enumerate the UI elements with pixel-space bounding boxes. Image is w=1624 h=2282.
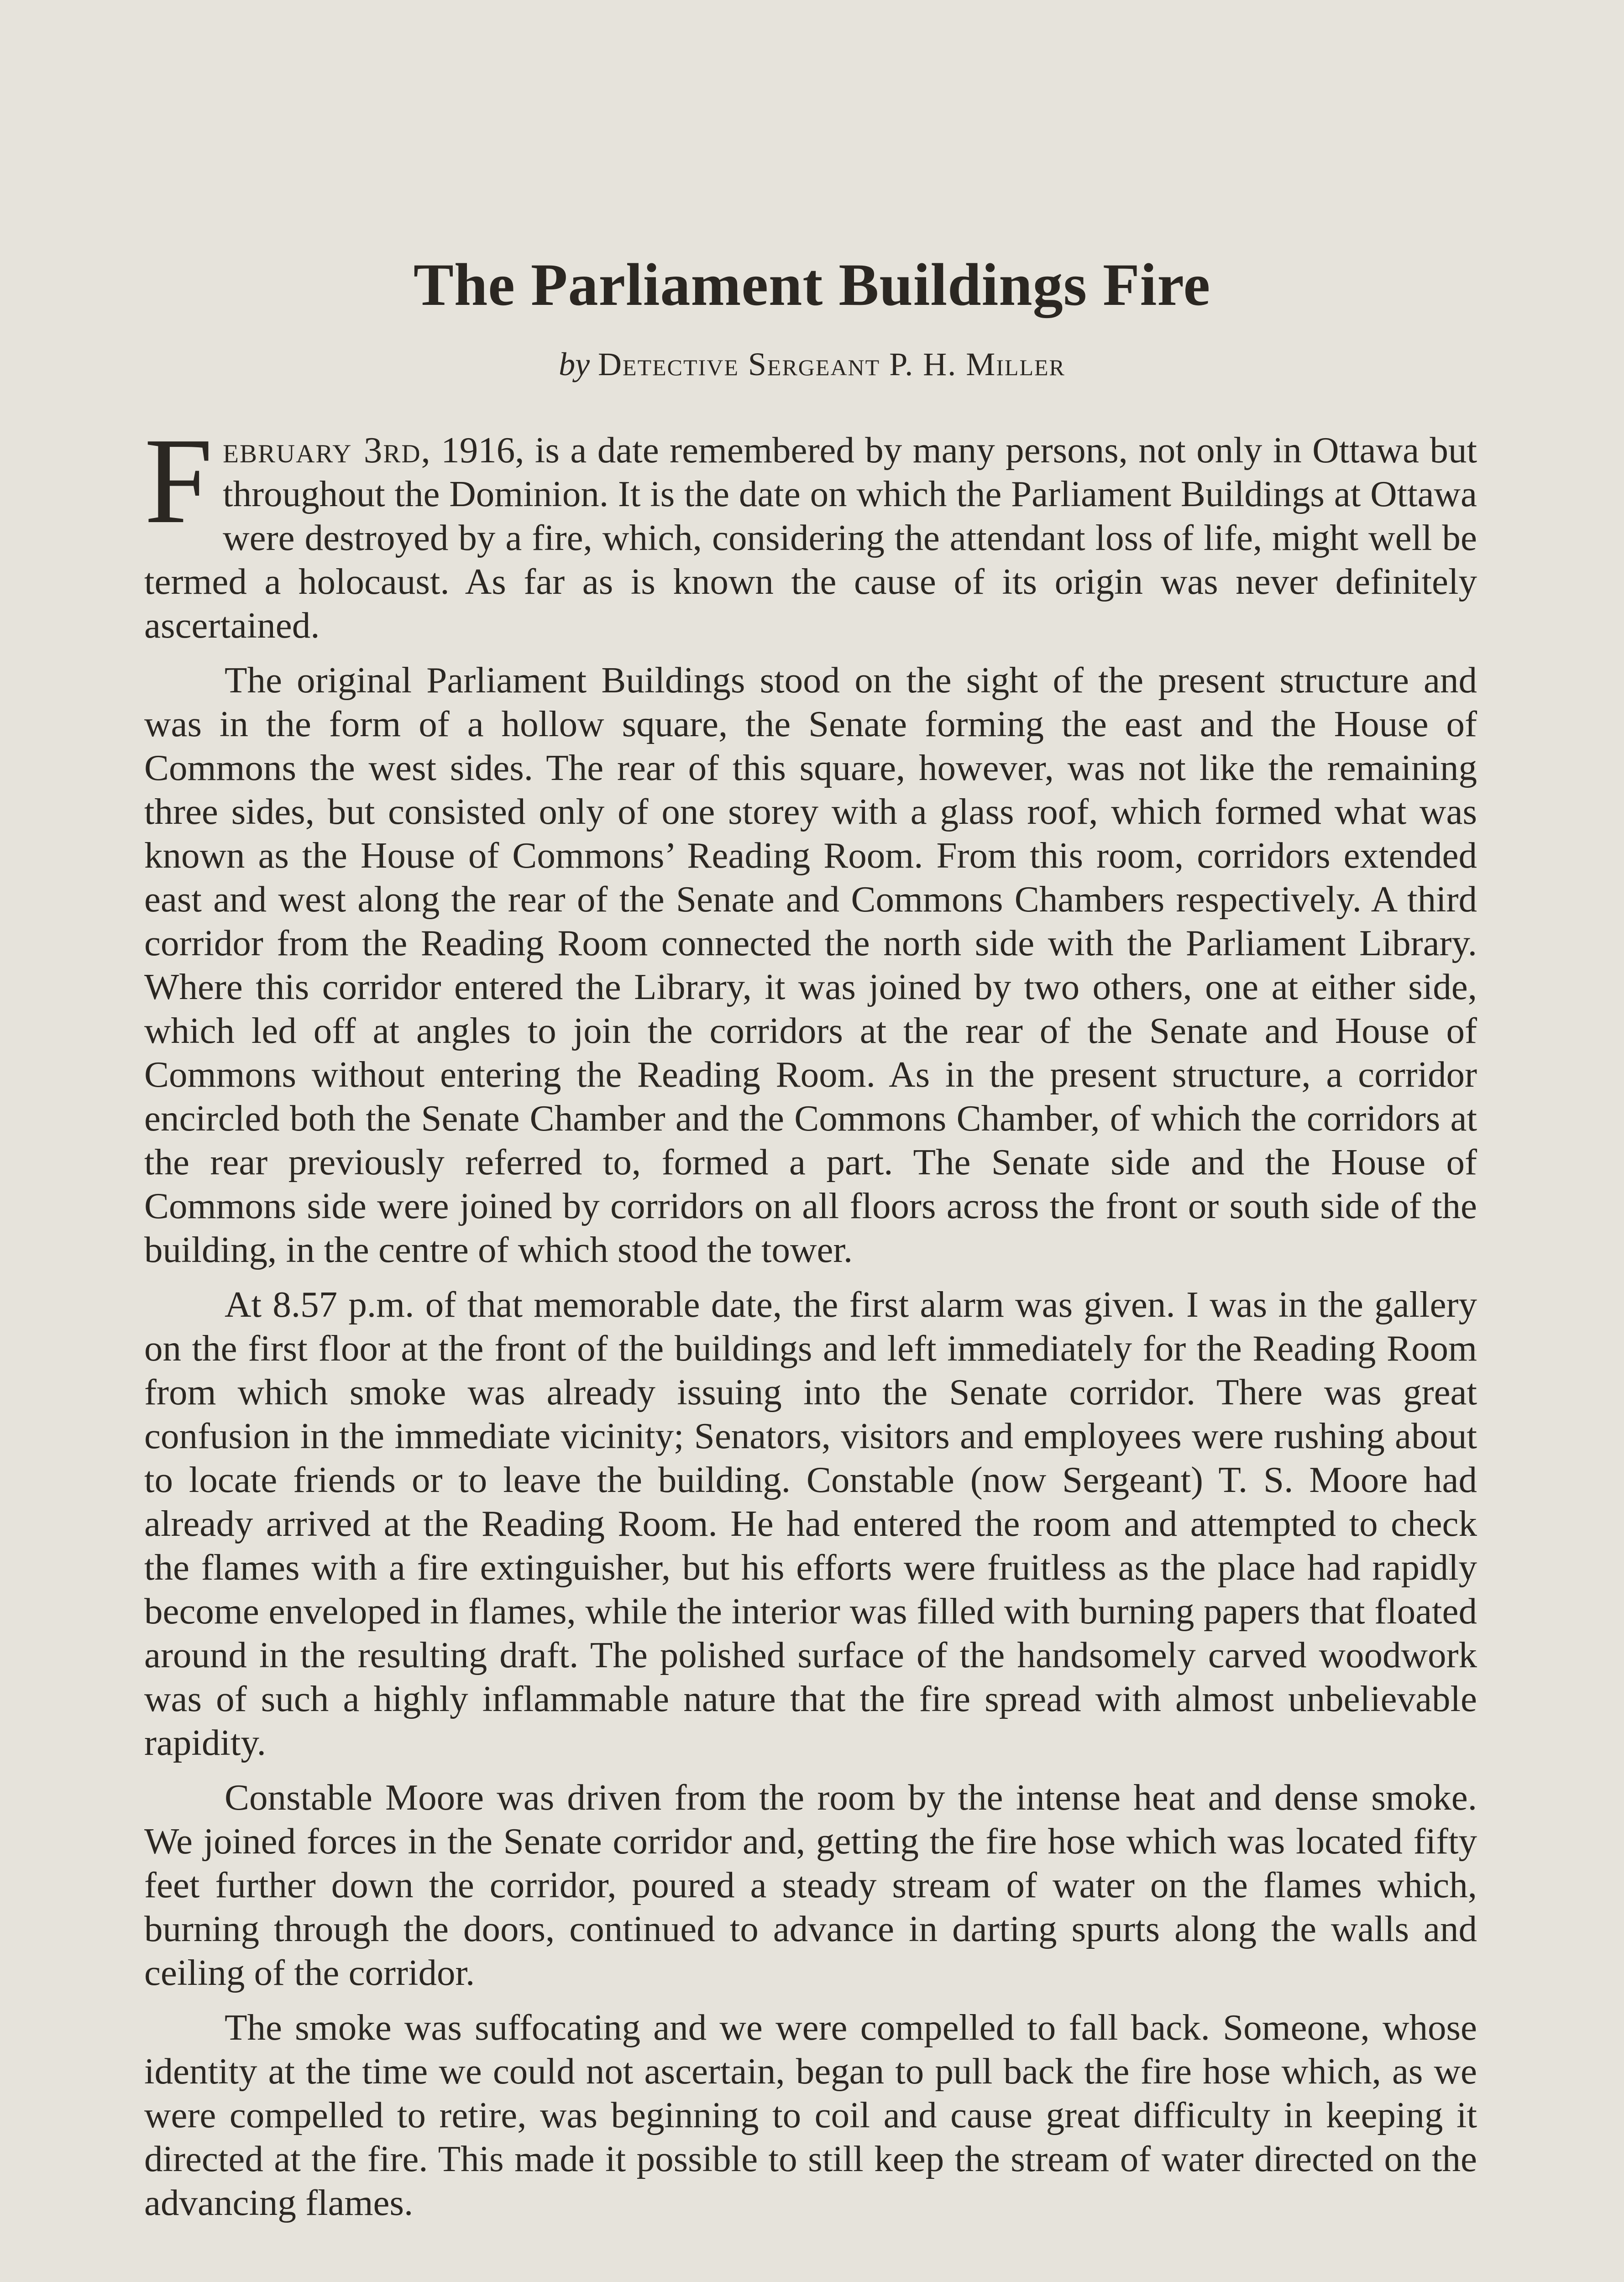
drop-cap: F [144,413,213,549]
paragraph-2: The original Parliament Buildings stood on the sight of the present structure and was in the form of a hollow square, the Senate forming the east and the House of Commons the west sides. The rear of this square, however, was not like the remaining three sides, but consisted only of one storey with a glass roof, which formed what was known as the House of Commons’ Reading Room. From this room, corridors extended east and west along the rear of the Senate and Commons Chambers respectively. A third corridor from the Reading Room connected the north side with the Parliament Library. Where this corridor entered the Library, it was joined by two others, one at either side, which led off at angles to join the corridors at the rear of the Senate and House of Commons without entering the Reading Room. As in the present structure, a corridor encircled both the Senate Chamber and the Commons Chamber, of which the corridors at the rear previously referred to, formed a part. The Senate side and the House of Commons side were joined by corridors on all floors across the front or south side of the building, in the centre of which stood the tower. [144,659,1477,1270]
byline [0,345,1624,384]
paragraph-4: Constable Moore was driven from the room by the intense heat and dense smoke. We joined forces in the Senate corridor and, getting the fire hose which was located fifty feet further down the corridor, poured a steady stream of water on the flames which, burning through the doors, continued to advance in darting spurts along the walls and ceiling of the corridor. [144,1777,1477,1993]
article-body [144,413,1477,2235]
author-name: Detective Sergeant P. H. Miller [598,346,1065,382]
article-title: The Parliament Buildings Fire [413,251,1211,318]
byline-prefix: by [559,346,590,382]
paragraph-5: The smoke was suffocating and we were compelled to fall back. Someone, whose identity at the time we could not ascertain, began to pull back the fire hose which, as we were compelled to retire, was beginning to coil and cause great difficulty in keeping it directed at the fire. This made it possible to still keep the stream of water directed on the advancing flames. [144,2007,1477,2223]
paragraph-1-text: , 1916, is a date remembered by many persons, not only in Ottawa but throughout the Dominion. It is the date on which the Parliament Buildings at Ottawa were destroyed by a fire, which, considering the attendant loss of life, might well be termed a holocaust. As far as is known the cause of its origin was never definitely ascertained. [144,429,1477,646]
lead-in-small-caps: ebruary 3rd [223,429,421,471]
paragraph-3: At 8.57 p.m. of that memorable date, the first alarm was given. I was in the gallery on the first floor at the front of the buildings and left immediately for the Reading Room from which smoke was already issuing into the Senate corridor. There was great confusion in the immediate vicinity; Senators, visitors and employees were rushing about to locate friends or to leave the building. Constable (now Sergeant) T. S. Moore had already arrived at the Reading Room. He had entered the room and attempted to check the flames with a fire extinguisher, but his efforts were fruitless as the place had rapidly become enveloped in flames, while the interior was filled with burning papers that floated around in the resulting draft. The polished surface of the handsomely carved woodwork was of such a highly inflammable nature that the fire spread with almost unbelievable rapidity. [144,1284,1477,1763]
paragraph-1 [144,413,1477,647]
